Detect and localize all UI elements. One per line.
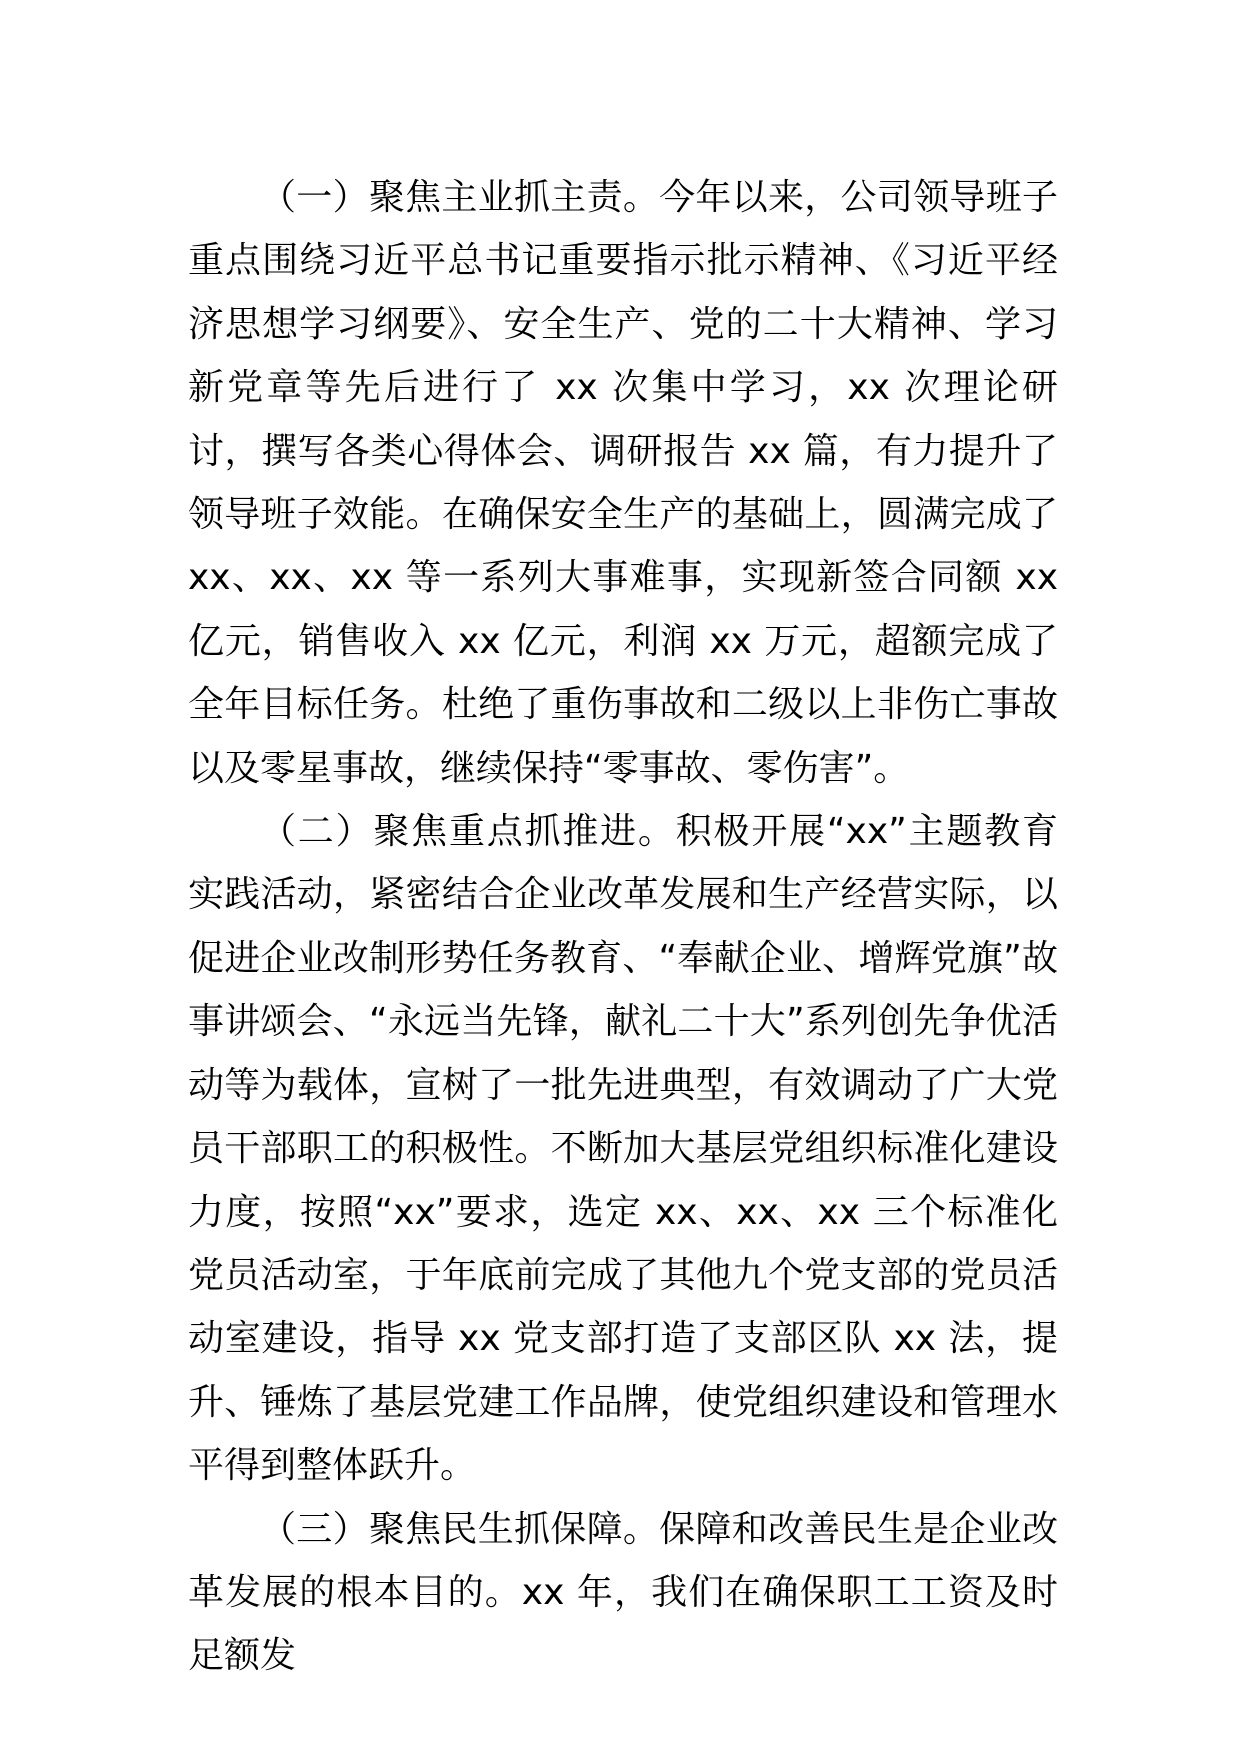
paragraph-3: （三）聚焦民生抓保障。保障和改善民生是企业改革发展的根本目的。xx 年，我们在确保职工工资及时足额发 — [188, 1508, 1058, 1677]
paragraph-1: （一）聚焦主业抓主责。今年以来，公司领导班子重点围绕习近平总书记重要指示批示精神、《习近平经济思想学习纲要》、安全生产、党的二十大精神、学习新党章等先后进行了 xx 次集中学习，xx 次理论研讨，撰写各类心得体会、调研报告 xx 篇，有力提升了领导班子效能。在确保安全生产的基础上，圆满完成了 xx、xx、xx 等一系列大事难事，实现新签合同额 xx 亿元，销售收入 xx 亿元，利润 xx 万元，超额完成了全年目标任务。杜绝了重伤事故和二级以上非伤亡事故以及零星事故，继续保持“零事故、零伤害”。 — [188, 177, 1058, 789]
paragraph-2: （二）聚焦重点抓推进。积极开展“xx”主题教育实践活动，紧密结合企业改革发展和生产经营实际，以促进企业改制形势任务教育、“奉献企业、增辉党旗”故事讲颂会、“永远当先锋，献礼二十大”系列创先争优活动等为载体，宣树了一批先进典型，有效调动了广大党员干部职工的积极性。不断加大基层党组织标准化建设力度，按照“xx”要求，选定 xx、xx、xx 三个标准化党员活动室，于年底前完成了其他九个党支部的党员活动室建设，指导 xx 党支部打造了支部区队 xx 法，提升、锤炼了基层党建工作品牌，使党组织建设和管理水平得到整体跃升。 — [188, 811, 1058, 1487]
document-body — [188, 166, 1058, 1688]
